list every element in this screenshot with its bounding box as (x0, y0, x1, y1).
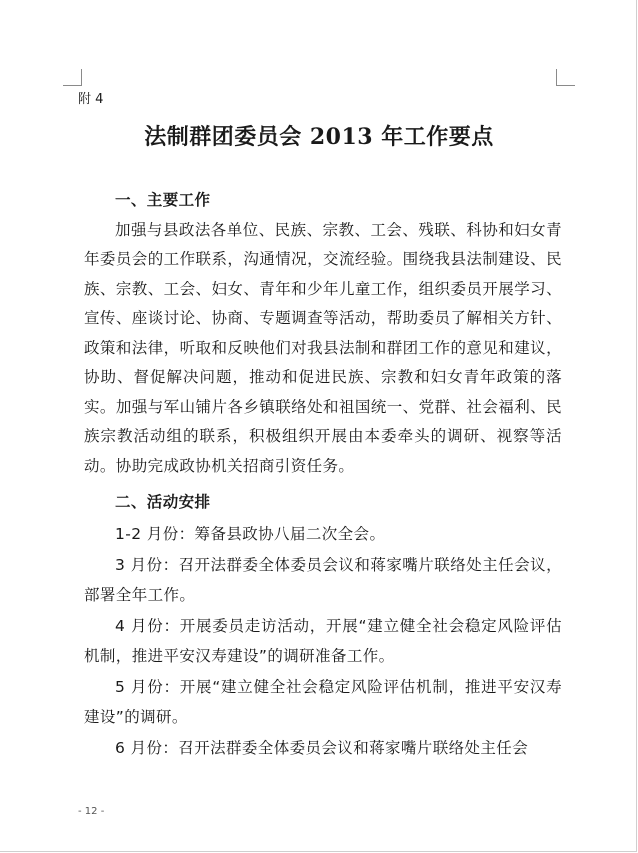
schedule-item: 6 月份：召开法群委全体委员会议和蒋家嘴片联络处主任会 (115, 739, 529, 757)
appendix-label: 附 4 (78, 92, 104, 107)
crop-mark-top-left (63, 69, 82, 86)
crop-mark-top-right (556, 69, 575, 86)
section-paragraph-main-work: 加强与县政法各单位、民族、宗教、工会、残联、科协和妇女青年委员会的工作联系，沟通情况，交流经验。围绕我县法制建设、民族、宗教、工会、妇女、青年和少年儿童工作，组织委员开展学习、宣传、座谈讨论、协商、专题调查等活动，帮助委员了解相关方针、政策和法律，听取和反映他们对我县法制和群团工作的意见和建议，协助、督促解决问题，推动和促进民族、宗教和妇女青年政策的落实。加强与军山铺片各乡镇联络处和祖国统一、党群、社会福利、民族宗教活动组的联系，积极组织开展由本委牵头的调研、视察等活动。协助完成政协机关招商引资任务。 (84, 220, 562, 475)
document-body (84, 186, 562, 764)
document-title: 法制群团委员会 2013 年工作要点 (144, 124, 494, 150)
schedule-item: 1-2 月份：筹备县政协八届二次全会。 (115, 524, 386, 543)
section-heading-main-work: 一、主要工作 (115, 191, 211, 209)
schedule-item: 5 月份：开展“建立健全社会稳定风险评估机制，推进平安汉寿建设”的调研。 (84, 678, 562, 726)
schedule-item: 3 月份：召开法群委全体委员会议和蒋家嘴片联络处主任会议，部署全年工作。 (84, 556, 562, 604)
page-number: - 12 - (78, 806, 105, 817)
schedule-item: 4 月份：开展委员走访活动，开展“建立健全社会稳定风险评估机制，推进平安汉寿建设”的调研准备工作。 (84, 617, 562, 665)
section-heading-activity-schedule: 二、活动安排 (115, 493, 211, 511)
